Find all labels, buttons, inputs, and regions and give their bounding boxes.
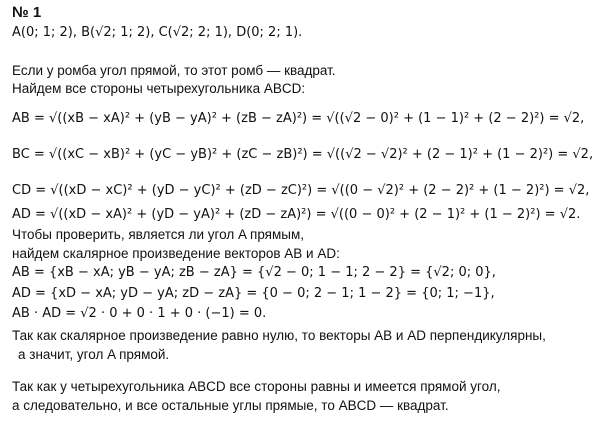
- conclusion-line-2: а значит, угол A прямой.: [18, 347, 170, 362]
- intro-line-2: Найдем все стороны четырехугольника ABCD:: [12, 81, 306, 96]
- equation-bc: BC = √((xC − xB)² + (yC − yB)² + (zC − zB)²) = √((√2 − √2)² + (2 − 1)² + (1 − 2)²) = √2,: [12, 147, 594, 162]
- dot-product: AB · AD = √2 · 0 + 0 · 1 + 0 · (−1) = 0.: [12, 306, 267, 321]
- conclusion-line-1: Так как скалярное произведение равно нулю, то векторы AB и AD перпендикулярны,: [12, 328, 546, 343]
- equation-ab: AB = √((xB − xA)² + (yB − yA)² + (zB − zA)²) = √((√2 − 0)² + (1 − 1)² + (2 − 2)²) = √2,: [12, 111, 585, 126]
- check-line-2: найдем скалярное произведение векторов AB и AD:: [12, 246, 340, 261]
- vector-ab: AB = {xB − xA; yB − yA; zB − zA} = {√2 − 0; 1 − 1; 2 − 2} = {√2; 0; 0},: [12, 265, 496, 280]
- equation-cd: CD = √((xD − xC)² + (yD − yC)² + (zD − zC)²) = √((0 − √2)² + (2 − 2)² + (1 − 2)²) = √2,: [12, 183, 590, 198]
- vector-ad: AD = {xD − xA; yD − yA; zD − zA} = {0 − 0; 2 − 1; 1 − 2} = {0; 1; −1},: [12, 286, 495, 301]
- points-line: A(0; 1; 2), B(√2; 1; 2), C(√2; 2; 1), D(0; 2; 1).: [12, 25, 303, 40]
- check-line-1: Чтобы проверить, является ли угол A прямым,: [12, 227, 304, 242]
- equation-ad: AD = √((xD − xA)² + (yD − yA)² + (zD − zA)²) = √((0 − 0)² + (2 − 1)² + (1 − 2)²) = √2.: [12, 207, 581, 222]
- problem-number: № 1: [12, 4, 42, 21]
- final-line-2: а следовательно, и все остальные углы прямые, то ABCD — квадрат.: [12, 398, 449, 413]
- intro-line-1: Если у ромба угол прямой, то этот ромб — квадрат.: [12, 63, 336, 78]
- final-line-1: Так как у четырехугольника ABCD все стороны равны и имеется прямой угол,: [12, 379, 501, 394]
